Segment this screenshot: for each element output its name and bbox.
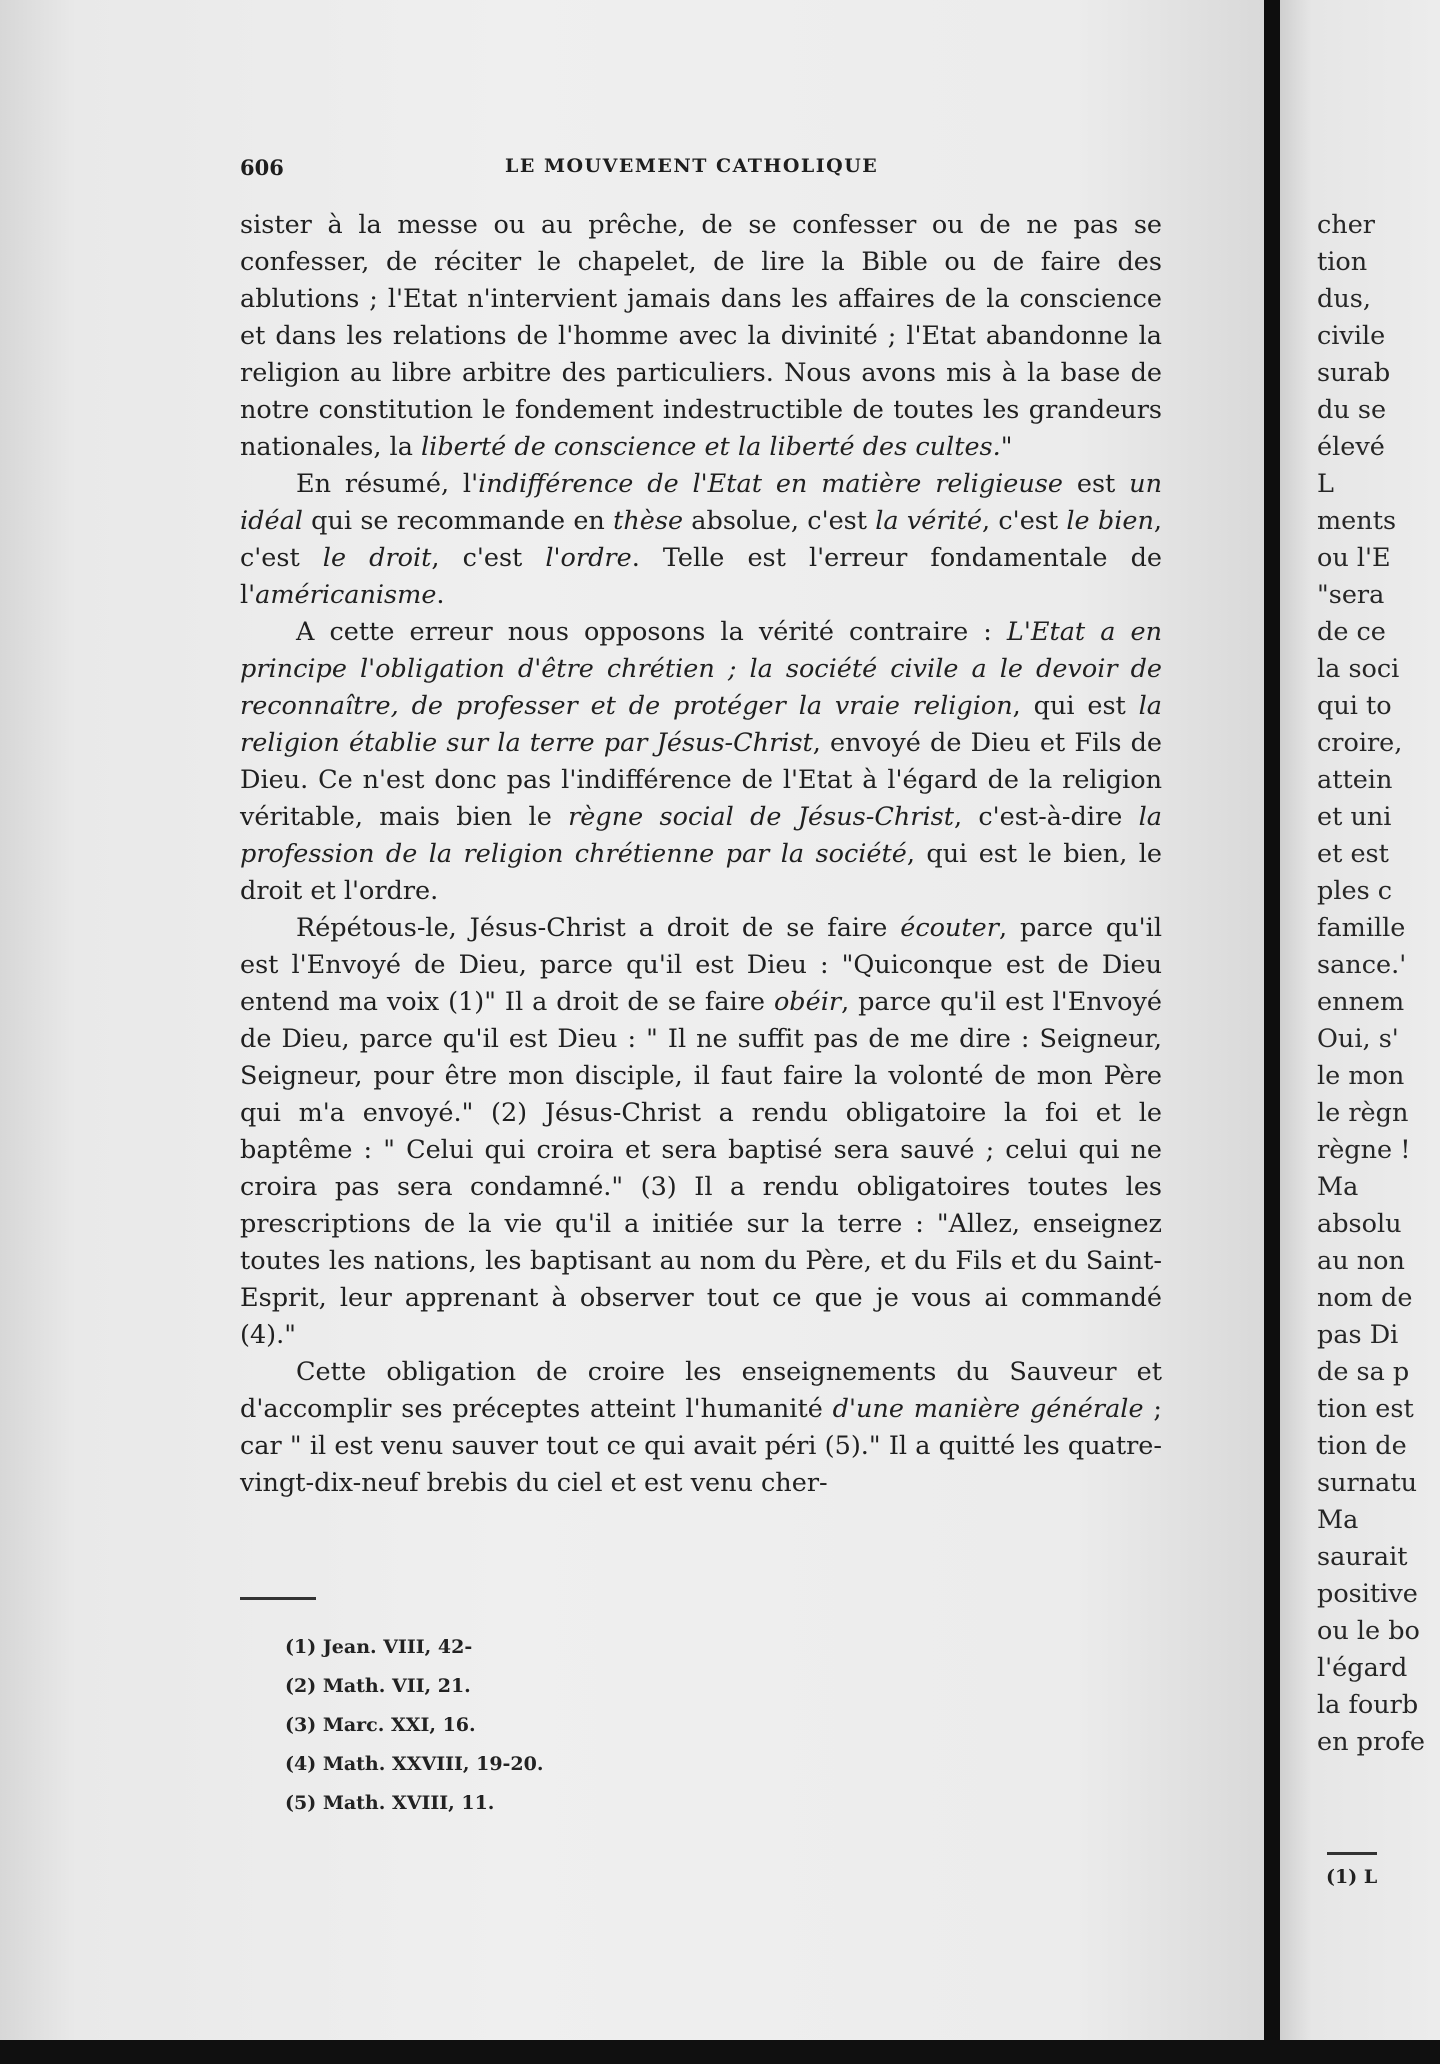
text-run: absolue, c'est xyxy=(683,506,876,536)
right-page-line: ments xyxy=(1317,506,1397,536)
italic-text: américanisme xyxy=(255,580,437,610)
right-page-line: et uni xyxy=(1317,802,1392,832)
text-run: , envoyé de Dieu et Fils de Dieu. Ce n'est donc pas l'indifférence de l'Etat à l'égard de la religion véritable, mais bien le xyxy=(240,728,1162,832)
italic-text: L'Etat a en principe l'obligation d'être chrétien ; la société civile a le devoir de reconnaître, de professer et de protéger la vraie religion xyxy=(240,617,1162,721)
right-page-line: la fourb xyxy=(1317,1690,1419,1720)
right-page-line: le règn xyxy=(1317,1098,1409,1128)
italic-text: liberté de conscience et la liberté des cultes. xyxy=(421,432,1001,462)
right-page-line: croire, xyxy=(1317,728,1403,758)
right-page-line: sance.' xyxy=(1317,950,1407,980)
footnote: (3) Marc. XXI, 16. xyxy=(285,1714,476,1736)
italic-text: la religion établie sur la terre par Jésus-Christ xyxy=(240,691,1163,758)
italic-text: règne social de Jésus-Christ xyxy=(568,802,954,832)
text-run: . xyxy=(436,580,445,610)
text-run: , c'est-à-dire xyxy=(953,802,1139,832)
right-page-line: attein xyxy=(1317,765,1393,795)
italic-text: écouter xyxy=(900,913,999,943)
right-page-line: ou l'E xyxy=(1317,543,1391,573)
right-page-line: tion de xyxy=(1317,1431,1407,1461)
page-number: 606 xyxy=(240,155,284,180)
paragraph xyxy=(240,1354,1162,1502)
footnotes xyxy=(285,1628,785,1823)
right-page-line: saurait xyxy=(1317,1542,1408,1572)
right-page-line: surab xyxy=(1317,358,1391,388)
paragraph xyxy=(240,207,1162,466)
italic-text: thèse xyxy=(613,506,684,536)
right-page-line: la soci xyxy=(1317,654,1400,684)
right-page-line: cher xyxy=(1317,210,1375,240)
italic-text: la profession de la religion chrétienne par la société xyxy=(240,802,1162,869)
italic-text: indifférence de l'Etat en matière religieuse xyxy=(478,469,1063,499)
italic-text: l'ordre xyxy=(545,543,632,573)
paragraph xyxy=(240,466,1162,614)
right-page-line: surnatu xyxy=(1317,1468,1417,1498)
right-page-footnote-rule xyxy=(1327,1852,1377,1855)
text-run: , parce qu'il est l'Envoyé de Dieu, parce qu'il est Dieu : " Il ne suffit pas de me dire : Seigneur, Seigneur, pour être mon disciple, il faut faire la volonté de mon Père qui m'a envoyé." (2) Jésus-Christ a rendu obligatoire la foi et le baptême : " Celui qui croira et sera baptisé sera sauvé ; celui qui ne croira pas sera condamné." (3) Il a rendu obligatoires toutes les prescriptions de la vie qu'il a initiée sur la terre : "Allez, enseignez toutes les nations, les baptisant au nom du Père, et du Fils et du Saint-Esprit, leur apprenant à observer tout ce que je vous ai commandé (4)." xyxy=(240,987,1162,1350)
text-run: , c'est xyxy=(431,543,546,573)
page-header xyxy=(240,155,1160,185)
text-run: Cette obligation de croire les enseignements du Sauveur et d'accomplir ses préceptes atteint l'humanité xyxy=(240,1357,1162,1424)
right-page-line: qui to xyxy=(1317,691,1392,721)
right-page-line: ou le bo xyxy=(1317,1616,1420,1646)
right-page-line: au non xyxy=(1317,1246,1405,1276)
right-page-line: le mon xyxy=(1317,1061,1405,1091)
footnote: (5) Math. XVIII, 11. xyxy=(285,1792,495,1814)
paragraph xyxy=(240,910,1162,1354)
text-run: , qui est xyxy=(1012,691,1139,721)
right-page-line: "sera xyxy=(1317,580,1385,610)
right-page-line: ples c xyxy=(1317,876,1393,906)
right-page-partial xyxy=(1280,0,1440,2040)
scan-border xyxy=(0,2040,1440,2064)
text-run: , c'est xyxy=(982,506,1067,536)
right-page-line: de ce xyxy=(1317,617,1386,647)
italic-text: d'une manière générale xyxy=(832,1394,1144,1424)
book-gutter xyxy=(1264,0,1280,2064)
italic-text: la vérité xyxy=(875,506,983,536)
right-page-line: Ma xyxy=(1317,1505,1359,1535)
text-run: ; car " il est venu sauver tout ce qui avait péri (5)." Il a quitté les quatre-vingt-dix-neuf brebis du ciel et est venu cher- xyxy=(240,1394,1162,1498)
right-page-line: Oui, s' xyxy=(1317,1024,1399,1054)
italic-text: le bien xyxy=(1066,506,1154,536)
right-page-line: dus, xyxy=(1317,284,1371,314)
right-page-text xyxy=(1317,207,1440,1761)
right-page-line: et est xyxy=(1317,839,1389,869)
right-page-line: règne ! xyxy=(1317,1135,1411,1165)
right-page-line: Ma xyxy=(1317,1172,1359,1202)
text-run: , qui est le bien, le droit et l'ordre. xyxy=(240,839,1162,906)
text-run: , c'est xyxy=(240,506,1162,573)
right-page-footnote: (1) L xyxy=(1326,1866,1378,1888)
text-run: " xyxy=(1000,432,1013,462)
right-page-line: ennem xyxy=(1317,987,1405,1017)
right-page-line: L xyxy=(1317,469,1334,499)
italic-text: un idéal xyxy=(240,469,1162,536)
footnote: (2) Math. VII, 21. xyxy=(285,1675,471,1697)
footnote: (1) Jean. VIII, 42- xyxy=(285,1636,473,1658)
right-page-line: en profe xyxy=(1317,1727,1426,1757)
right-page-line: nom de xyxy=(1317,1283,1413,1313)
text-run: est xyxy=(1063,469,1130,499)
footnote-rule xyxy=(240,1597,316,1600)
text-run: Répétous-le, Jésus-Christ a droit de se faire xyxy=(296,913,901,943)
right-page-line: tion est xyxy=(1317,1394,1414,1424)
text-run: En résumé, l' xyxy=(296,469,479,499)
text-run: A cette erreur nous opposons la vérité contraire : xyxy=(296,617,1007,647)
right-page-line: du se xyxy=(1317,395,1387,425)
italic-text: obéir xyxy=(773,987,842,1017)
right-page-line: civile xyxy=(1317,321,1386,351)
right-page-line: l'égard xyxy=(1317,1653,1408,1683)
right-page-line: famille xyxy=(1317,913,1406,943)
running-title: LE MOUVEMENT CATHOLIQUE xyxy=(505,155,879,177)
right-page-line: de sa p xyxy=(1317,1357,1410,1387)
paragraph xyxy=(240,614,1162,910)
right-page-line: élevé xyxy=(1317,432,1385,462)
text-run: . Telle est l'erreur fondamentale de l' xyxy=(240,543,1162,610)
italic-text: le droit xyxy=(322,543,432,573)
body-text xyxy=(240,207,1162,1502)
footnote: (4) Math. XXVIII, 19-20. xyxy=(285,1753,544,1775)
right-page-line: pas Di xyxy=(1317,1320,1399,1350)
text-run: , parce qu'il est l'Envoyé de Dieu, parce qu'il est Dieu : "Quiconque est de Dieu entend ma voix (1)" Il a droit de se faire xyxy=(240,913,1162,1017)
text-run: qui se recommande en xyxy=(302,506,614,536)
right-page-line: positive xyxy=(1317,1579,1418,1609)
text-run: sister à la messe ou au prêche, de se confesser ou de ne pas se confesser, de réciter le chapelet, de lire la Bible ou de faire des ablutions ; l'Etat n'intervient jamais dans les affaires de la conscience et dans les relations de l'homme avec la divinité ; l'Etat abandonne la religion au libre arbitre des particuliers. Nous avons mis à la base de notre constitution le fondement indestructible de toutes les grandeurs nationales, la xyxy=(240,210,1162,462)
right-page-line: tion xyxy=(1317,247,1368,277)
right-page-line: absolu xyxy=(1317,1209,1402,1239)
